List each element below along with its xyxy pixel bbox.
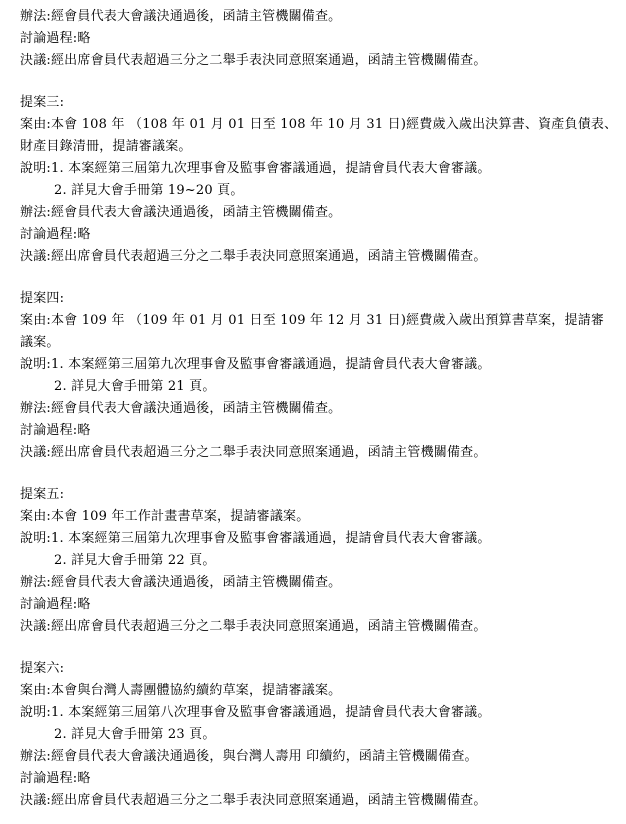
proposal-heading: 提案三:	[20, 95, 65, 110]
proposal-heading: 提案六:	[20, 661, 65, 676]
proposal-cause-continued: 議案。	[20, 335, 60, 350]
proposal-resolution: 決議:經出席會員代表超過三分之二舉手表決同意照案通過，函請主管機關備查。	[20, 793, 487, 808]
proposal-method: 辦法:經會員代表大會議決通過後，函請主管機關備查。	[20, 575, 342, 590]
proposal-note: 說明:1. 本案經第三屆第九次理事會及監事會審議通過，提請會員代表大會審議。	[20, 357, 491, 372]
proposal-discussion: 討論過程:略	[20, 597, 91, 612]
proposal-heading: 提案五:	[20, 487, 65, 502]
proposal-cause: 案由:本會與台灣人壽團體協約續約草案，提請審議案。	[20, 683, 342, 698]
proposal-cause-continued: 財產目錄清冊，提請審議案。	[20, 139, 192, 154]
proposal-resolution: 決議:經出席會員代表超過三分之二舉手表決同意照案通過，函請主管機關備查。	[20, 619, 487, 634]
proposal-note: 說明:1. 本案經第三屆第九次理事會及監事會審議通過，提請會員代表大會審議。	[20, 531, 491, 546]
section-gap	[20, 72, 620, 92]
proposal-note-item: 2. 詳見大會手冊第 21 頁。	[54, 379, 216, 394]
proposal-4	[20, 288, 620, 464]
intro-method: 辦法:經會員代表大會議決通過後，函請主管機關備查。	[20, 9, 342, 24]
proposal-cause: 案由:本會 108 年 （108 年 01 月 01 日至 108 年 10 月 31 日)經費歲入歲出決算書、資產負債表、	[20, 117, 618, 132]
proposal-method: 辦法:經會員代表大會議決通過後，函請主管機關備查。	[20, 401, 342, 416]
proposal-resolution: 決議:經出席會員代表超過三分之二舉手表決同意照案通過，函請主管機關備查。	[20, 249, 487, 264]
document-page	[20, 6, 620, 812]
proposal-resolution: 決議:經出席會員代表超過三分之二舉手表決同意照案通過，函請主管機關備查。	[20, 445, 487, 460]
proposal-note-item: 2. 詳見大會手冊第 19~20 頁。	[54, 183, 244, 198]
proposal-note: 說明:1. 本案經第三屆第九次理事會及監事會審議通過，提請會員代表大會審議。	[20, 161, 491, 176]
proposal-cause: 案由:本會 109 年工作計畫書草案，提請審議案。	[20, 509, 310, 524]
proposal-discussion: 討論過程:略	[20, 423, 91, 438]
proposal-method: 辦法:經會員代表大會議決通過後，與台灣人壽用 印續約，函請主管機關備查。	[20, 749, 478, 764]
proposal-5	[20, 484, 620, 638]
proposal-3	[20, 92, 620, 268]
intro-resolution: 決議:經出席會員代表超過三分之二舉手表決同意照案通過，函請主管機關備查。	[20, 53, 487, 68]
proposal-method: 辦法:經會員代表大會議決通過後，函請主管機關備查。	[20, 205, 342, 220]
section-gap	[20, 464, 620, 484]
proposal-discussion: 討論過程:略	[20, 771, 91, 786]
intro-discussion: 討論過程:略	[20, 31, 91, 46]
proposal-discussion: 討論過程:略	[20, 227, 91, 242]
proposal-6	[20, 658, 620, 812]
proposal-note: 說明:1. 本案經第三屆第八次理事會及監事會審議通過，提請會員代表大會審議。	[20, 705, 491, 720]
section-gap	[20, 638, 620, 658]
proposal-note-item: 2. 詳見大會手冊第 23 頁。	[54, 727, 216, 742]
proposal-note-item: 2. 詳見大會手冊第 22 頁。	[54, 553, 216, 568]
proposal-cause: 案由:本會 109 年 （109 年 01 月 01 日至 109 年 12 月 31 日)經費歲入歲出預算書草案，提請審	[20, 313, 605, 328]
section-gap	[20, 268, 620, 288]
proposal-heading: 提案四:	[20, 291, 65, 306]
